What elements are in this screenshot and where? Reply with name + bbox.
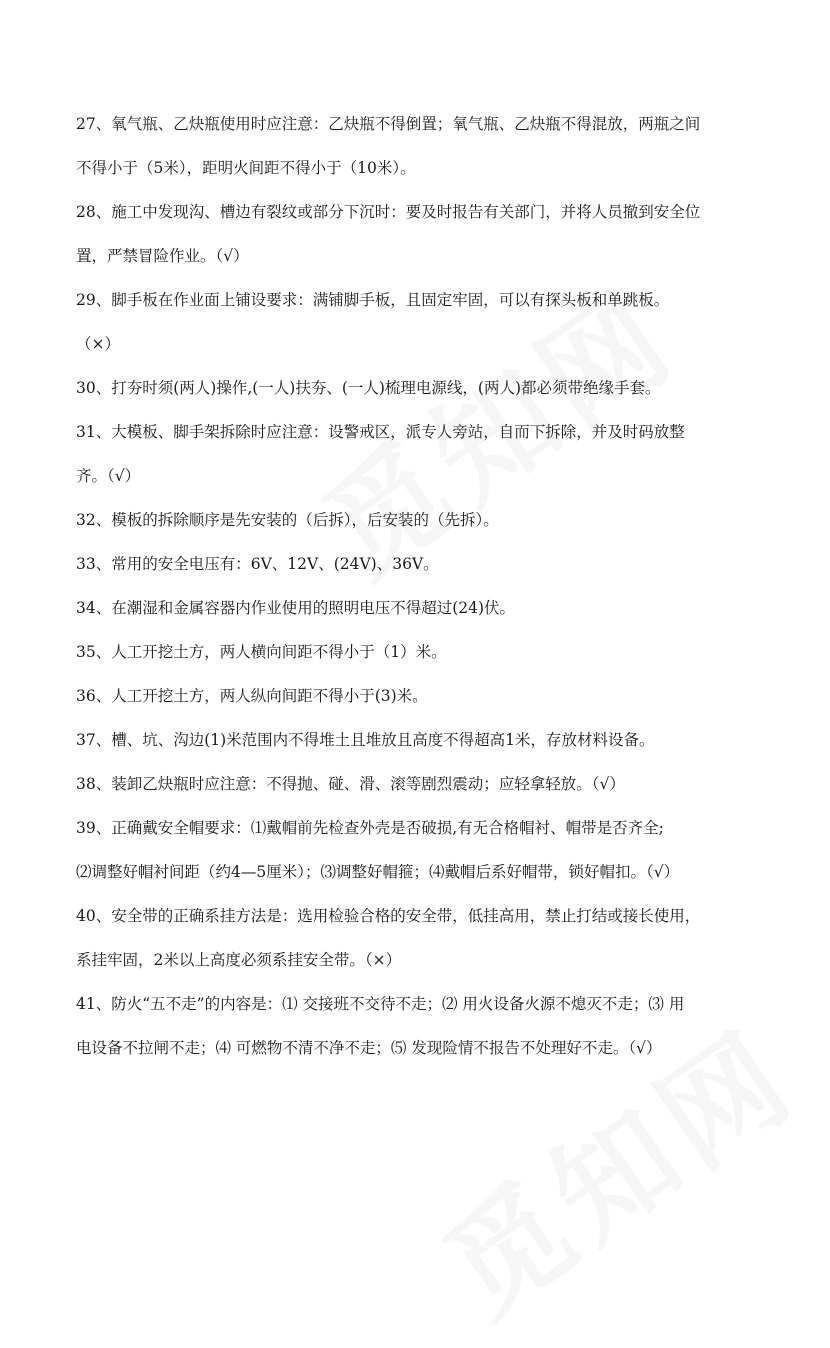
text-line: 34、在潮湿和金属容器内作业使用的照明电压不得超过(24)伏。 (76, 599, 516, 617)
text-line: 41、防火“五不走”的内容是：⑴ 交接班不交待不走；⑵ 用火设备火源不熄灭不走；⑶ 用 (76, 995, 685, 1013)
text-line: 不得小于（5米），距明火间距不得小于（10米）。 (76, 159, 416, 177)
text-line: 系挂牢固，2米以上高度必须系挂安全带。（×） (76, 951, 402, 969)
text-line: 37、槽、坑、沟边(1)米范围内不得堆土且堆放且高度不得超高1米，存放材料设备。 (76, 731, 655, 749)
text-line: 29、脚手板在作业面上铺设要求：满铺脚手板，且固定牢固，可以有探头板和单跳板。 (76, 291, 670, 309)
text-line: （×） (76, 335, 120, 353)
text-line: 38、装卸乙炔瓶时应注意：不得抛、碰、滑、滚等剧烈震动；应轻拿轻放。（√） (76, 775, 625, 793)
text-line: ⑵调整好帽衬间距（约4—5厘米）；⑶调整好帽箍；⑷戴帽后系好帽带，锁好帽扣。（√） (76, 863, 680, 881)
text-line: 35、人工开挖土方，两人横向间距不得小于（1）米。 (76, 643, 447, 661)
text-line: 36、人工开挖土方，两人纵向间距不得小于(3)米。 (76, 687, 428, 705)
document-body (76, 108, 756, 1076)
text-line: 齐。（√） (76, 467, 141, 485)
text-line: 电设备不拉闸不走；⑷ 可燃物不清不净不走；⑸ 发现险情不报告不处理好不走。（√） (76, 1039, 662, 1057)
text-line: 32、模板的拆除顺序是先安装的（后拆），后安装的（先拆）。 (76, 511, 499, 529)
text-line: 31、大模板、脚手架拆除时应注意：设警戒区，派专人旁站，自而下拆除，并及时码放整 (76, 423, 685, 441)
text-line: 27、氧气瓶、乙炔瓶使用时应注意：乙炔瓶不得倒置；氧气瓶、乙炔瓶不得混放，两瓶之间 (76, 115, 701, 133)
text-line: 40、安全带的正确系挂方法是：选用检验合格的安全带，低挂高用，禁止打结或接长使用， (76, 907, 701, 925)
text-line: 30、打夯时须(两人)操作,(一人)扶夯、(一人)梳理电源线，(两人)都必须带绝缘手套。 (76, 379, 661, 397)
text-line: 置，严禁冒险作业。（√） (76, 247, 249, 265)
text-line: 28、施工中发现沟、槽边有裂纹或部分下沉时：要及时报告有关部门，并将人员撤到安全位 (76, 203, 701, 221)
text-line: 33、常用的安全电压有：6V、12V、(24V)、36V。 (76, 555, 439, 573)
text-line: 39、正确戴安全帽要求：⑴戴帽前先检查外壳是否破损,有无合格帽衬、帽带是否齐全; (76, 819, 664, 837)
